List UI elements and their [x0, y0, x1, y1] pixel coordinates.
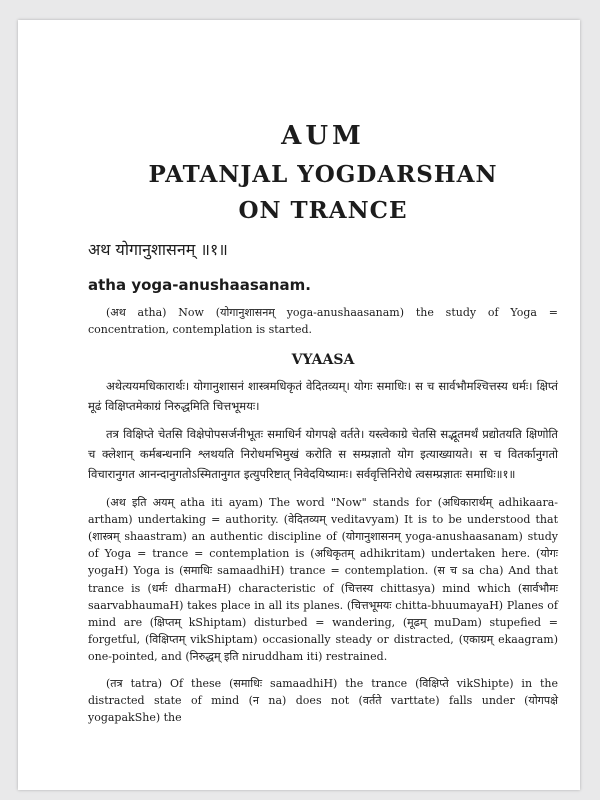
sutra-transliteration: atha yoga-anushaasanam.	[88, 275, 311, 294]
vyaasa-heading: VYAASA	[291, 351, 355, 368]
title-aum: AUM	[281, 121, 365, 151]
sanskrit-commentary-2: तत्र विक्षिप्ते चेतसि विक्षेपोपसर्जनीभूतः समाधिर्न योगपक्षे वर्तते। यस्त्वेकाग्रे चेतसि सद्भूतमर्थं प्रद्योतयति क्षिणोति च क्लेशान् कर्मबन्धनानि श्लथयति निरोधमभिमुखं करोति स सम्प्रज्ञातो योग इत्याख्यायते। स च वितर्कानुगतो विचारानुगत आनन्दानुगतोऽस्मितानुगत इत्युपरिष्टात् निवेदयिष्यामः। सर्ववृत्तिनिरोधे त्वसम्प्रज्ञातः समाधिः॥१॥	[88, 426, 558, 482]
page-content	[88, 120, 558, 726]
intro-paragraph: (अथ atha) Now (योगानुशासनम् yoga-anushaasanam) the study of Yoga = concentration, contemplation is started.	[88, 305, 558, 336]
sutra-devanagari: अथ योगानुशासनम् ॥१॥	[88, 239, 228, 259]
explanation-paragraph-1: (अथ इति अयम् atha iti ayam) The word "Now" stands for (अधिकारार्थम् adhikaara-artham) undertaking = authority. (वेदितव्यम् veditavyam) It is to be understood that (शास्त्रम् shaastram) an authentic discipline of (योगानुशासनम् yoga-anushaasanam) study of Yoga = trance = contemplation is (अधिकृतम् adhikritam) undertaken here. (योगः yogaH) Yoga is (समाधिः samaadhiH) trance = contemplation. (स च sa cha) And that trance is (धर्मः dharmaH) characteristic of (चित्तस्य chittasya) mind which (सार्वभौमः saarvabhaumaH) takes place in all its planes. (चित्तभूमयः chitta-bhuumayaH) Planes of mind are (क्षिप्तम् kShiptam) disturbed = wandering, (मूढम् muDam) stupefied = forgetful, (विक्षिप्तम् vikShiptam) occasionally steady or distracted, (एकाग्रम् ekaagram) one-pointed, and (निरुद्धम् इति niruddham iti) restrained.	[88, 496, 558, 663]
explanation-paragraph-2: (तत्र tatra) Of these (समाधिः samaadhiH) the trance (विक्षिप्ते vikShipte) in the distracted state of mind (न na) does not (वर्तते varttate) falls under (योगपक्षे yogapakShe) the	[88, 676, 558, 724]
title-on-trance: ON TRANCE	[238, 196, 408, 224]
book-page	[18, 20, 580, 790]
title-patanjal-yogdarshan: PATANJAL YOGDARSHAN	[148, 160, 498, 188]
sanskrit-commentary-1: अथेत्ययमधिकारार्थः। योगानुशासनं शास्त्रमधिकृतं वेदितव्यम्। योगः समाधिः। स च सार्वभौमश्चित्तस्य धर्मः। क्षिप्तं मूढं विक्षिप्तमेकाग्रं निरुद्धमिति चित्तभूमयः।	[88, 378, 558, 413]
